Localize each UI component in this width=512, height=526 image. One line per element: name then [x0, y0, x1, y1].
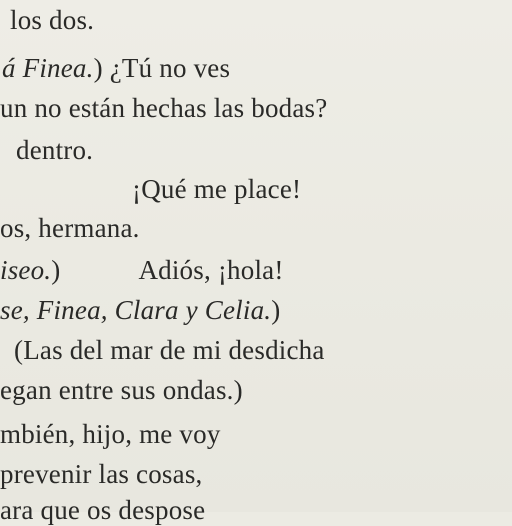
line-text: (Las del mar de mi desdicha [14, 335, 325, 365]
text-line-2 [2, 52, 230, 84]
text-line-4 [16, 134, 93, 166]
text-line-12 [0, 458, 202, 490]
line-text: mbién, hijo, me voy [0, 419, 221, 449]
text-line-3 [0, 92, 327, 124]
text-line-7 [0, 254, 284, 286]
text-line-9 [14, 334, 325, 366]
line-text: prevenir las cosas, [0, 459, 203, 489]
stage-direction-speaker: Finea. [22, 53, 94, 83]
line-text: dentro. [16, 135, 94, 165]
text-line-5 [132, 173, 301, 205]
text-line-6 [0, 212, 140, 244]
line-text: ) [271, 295, 281, 325]
line-text: los dos. [10, 5, 95, 35]
text-line-1 [10, 4, 94, 36]
line-text: os, hermana. [0, 213, 140, 243]
stage-direction: iseo. [0, 255, 52, 285]
line-text: ara que os despose [0, 495, 206, 525]
line-text: un no están hechas las bodas? [0, 93, 328, 123]
text-line-11 [0, 418, 221, 450]
line-dialogue: Adiós, ¡hola! [138, 255, 284, 285]
line-prefix: á [2, 53, 23, 83]
line-text: ) ¿Tú no ves [93, 53, 231, 83]
text-line-8 [0, 294, 280, 326]
line-text: ¡Qué me place! [132, 174, 302, 204]
line-text: egan entre sus ondas.) [0, 375, 243, 405]
line-text: ) [51, 255, 61, 285]
text-line-13 [0, 494, 205, 526]
text-line-10 [0, 374, 243, 406]
stage-direction: se, Finea, Clara y Celia. [0, 295, 272, 325]
